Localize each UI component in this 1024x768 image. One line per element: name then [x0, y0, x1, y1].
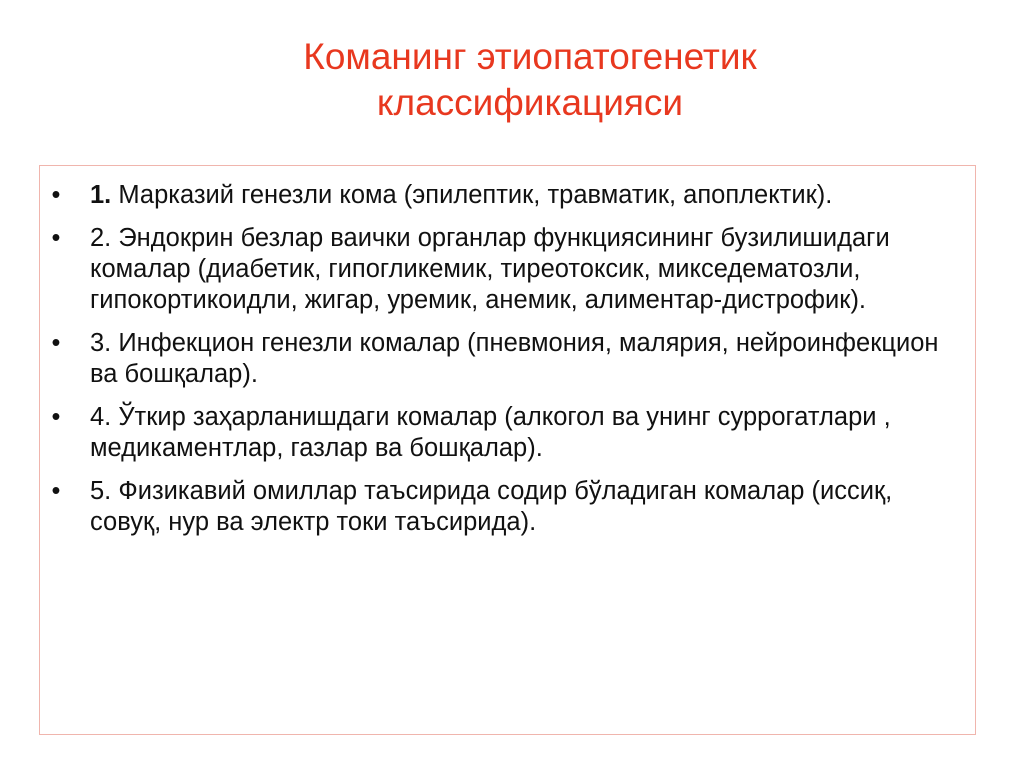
- bullet-list: [51, 180, 960, 550]
- item-number: 1.: [90, 181, 112, 209]
- list-item: [51, 180, 960, 211]
- item-text: Марказий генезли кома (эпилептик, травматик, апоплектик).: [111, 181, 833, 209]
- slide-title-line-2: классификацияси: [376, 82, 684, 123]
- slide-title-line-1: Команинг этиопатогенетик: [303, 36, 757, 77]
- content-box: [39, 165, 976, 735]
- bullet-icon: •: [51, 329, 61, 357]
- item-text: 4. Ўткир заҳарланишдаги комалар (алкогол ва унинг суррогатлари , медикаментлар, газлар ва бошқалар).: [90, 403, 891, 462]
- bullet-icon: •: [51, 224, 61, 252]
- item-text: 2. Эндокрин безлар ваички органлар функциясининг бузилишидаги комалар (диабетик, гипогликемик, тиреотоксик, микседематозли, гипокортикоидли, жигар, уремик, анемик, алиментар-дистрофик).: [90, 224, 890, 314]
- slide-title: [200, 34, 860, 126]
- item-text: 3. Инфекцион генезли комалар (пневмония, малярия, нейроинфекцион ва бошқалар).: [90, 329, 939, 388]
- list-item: [51, 223, 960, 316]
- bullet-icon: •: [51, 181, 61, 209]
- list-item: [51, 476, 960, 538]
- item-text: 5. Физикавий омиллар таъсирида содир бўладиган комалар (иссиқ, совуқ, нур ва электр токи таъсирида).: [90, 477, 893, 536]
- list-item: [51, 402, 960, 464]
- bullet-icon: •: [51, 403, 61, 431]
- bullet-icon: •: [51, 477, 61, 505]
- list-item: [51, 328, 960, 390]
